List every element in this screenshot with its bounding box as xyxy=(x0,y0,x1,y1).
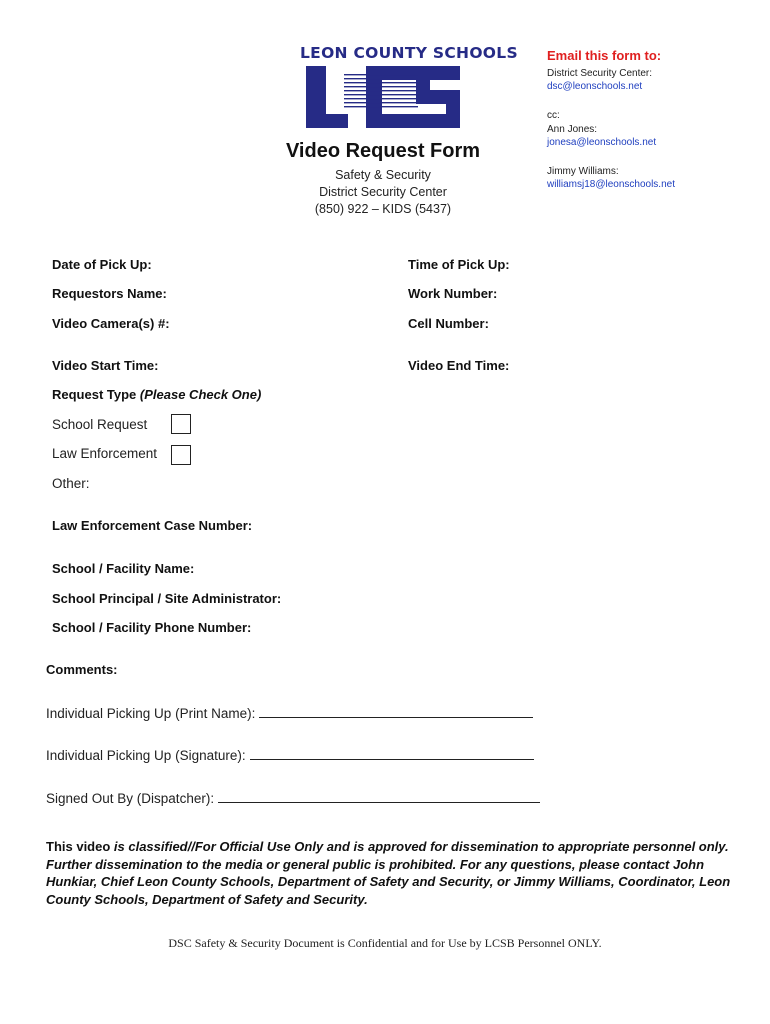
request-type-hint: (Please Check One) xyxy=(139,387,262,402)
signature-row xyxy=(46,747,534,763)
form-title: Video Request Form xyxy=(285,140,481,162)
school-facility-name-label: School / Facility Name: xyxy=(52,561,195,576)
disclaimer-body: is classified//For Official Use Only and is approved for dissemination to appropriate personnel only. Further dissemination to the media or general public is prohibited. For any questions, please contact John Hunkiar, Chief Leon County Schools, Department of Safety and Security, or Jimmy Williams, Coordinator, Leon County Schools, Department of Safety and Security. xyxy=(46,839,731,907)
jimmy-label: Jimmy Williams: xyxy=(547,166,619,177)
other-label: Other: xyxy=(52,476,90,491)
date-pickup-label: Date of Pick Up: xyxy=(52,257,152,272)
center-label: District Security Center xyxy=(319,185,447,199)
request-type-heading xyxy=(52,387,261,402)
dsc-email-link[interactable]: dsc@leonschools.net xyxy=(547,81,643,92)
time-pickup-label: Time of Pick Up: xyxy=(408,257,510,272)
law-enforcement-checkbox[interactable] xyxy=(171,445,191,465)
jimmy-email-link[interactable]: williamsj18@leonschools.net xyxy=(547,179,675,190)
lcs-logo xyxy=(304,64,464,139)
le-case-number-label: Law Enforcement Case Number: xyxy=(52,518,253,533)
video-start-label: Video Start Time: xyxy=(52,358,159,373)
requestors-name-label: Requestors Name: xyxy=(52,286,167,301)
cc-label: cc: xyxy=(547,110,560,121)
print-name-row xyxy=(46,705,533,721)
law-enforcement-label: Law Enforcement xyxy=(52,446,158,461)
disclaimer xyxy=(46,838,736,908)
work-number-label: Work Number: xyxy=(408,286,498,301)
video-cameras-label: Video Camera(s) #: xyxy=(52,316,170,331)
signature-line[interactable] xyxy=(250,747,534,760)
signature-label: Individual Picking Up (Signature): xyxy=(46,748,246,763)
signed-out-label: Signed Out By (Dispatcher): xyxy=(46,791,215,806)
school-request-label: School Request xyxy=(52,417,148,432)
cell-number-label: Cell Number: xyxy=(408,316,489,331)
facility-phone-label: School / Facility Phone Number: xyxy=(52,620,252,635)
ann-label: Ann Jones: xyxy=(547,124,598,135)
disclaimer-lead: This video xyxy=(46,839,114,854)
department-label: Safety & Security xyxy=(335,168,431,182)
logo-title: LEON COUNTY SCHOOLS xyxy=(300,44,518,62)
signed-out-row xyxy=(46,790,540,806)
request-type-label: Request Type xyxy=(52,387,137,402)
school-request-checkbox[interactable] xyxy=(171,414,191,434)
footer-note: DSC Safety & Security Document is Confidential and for Use by LCSB Personnel ONLY. xyxy=(168,936,602,950)
ann-email-link[interactable]: jonesa@leonschools.net xyxy=(547,137,657,148)
signed-out-line[interactable] xyxy=(218,790,540,803)
principal-label: School Principal / Site Administrator: xyxy=(52,591,282,606)
dsc-label: District Security Center: xyxy=(547,68,653,79)
email-title: Email this form to: xyxy=(547,48,662,63)
print-name-line[interactable] xyxy=(259,705,533,718)
print-name-label: Individual Picking Up (Print Name): xyxy=(46,706,256,721)
phone-label: (850) 922 – KIDS (5437) xyxy=(314,202,452,216)
comments-label: Comments: xyxy=(46,662,118,677)
video-end-label: Video End Time: xyxy=(408,358,510,373)
